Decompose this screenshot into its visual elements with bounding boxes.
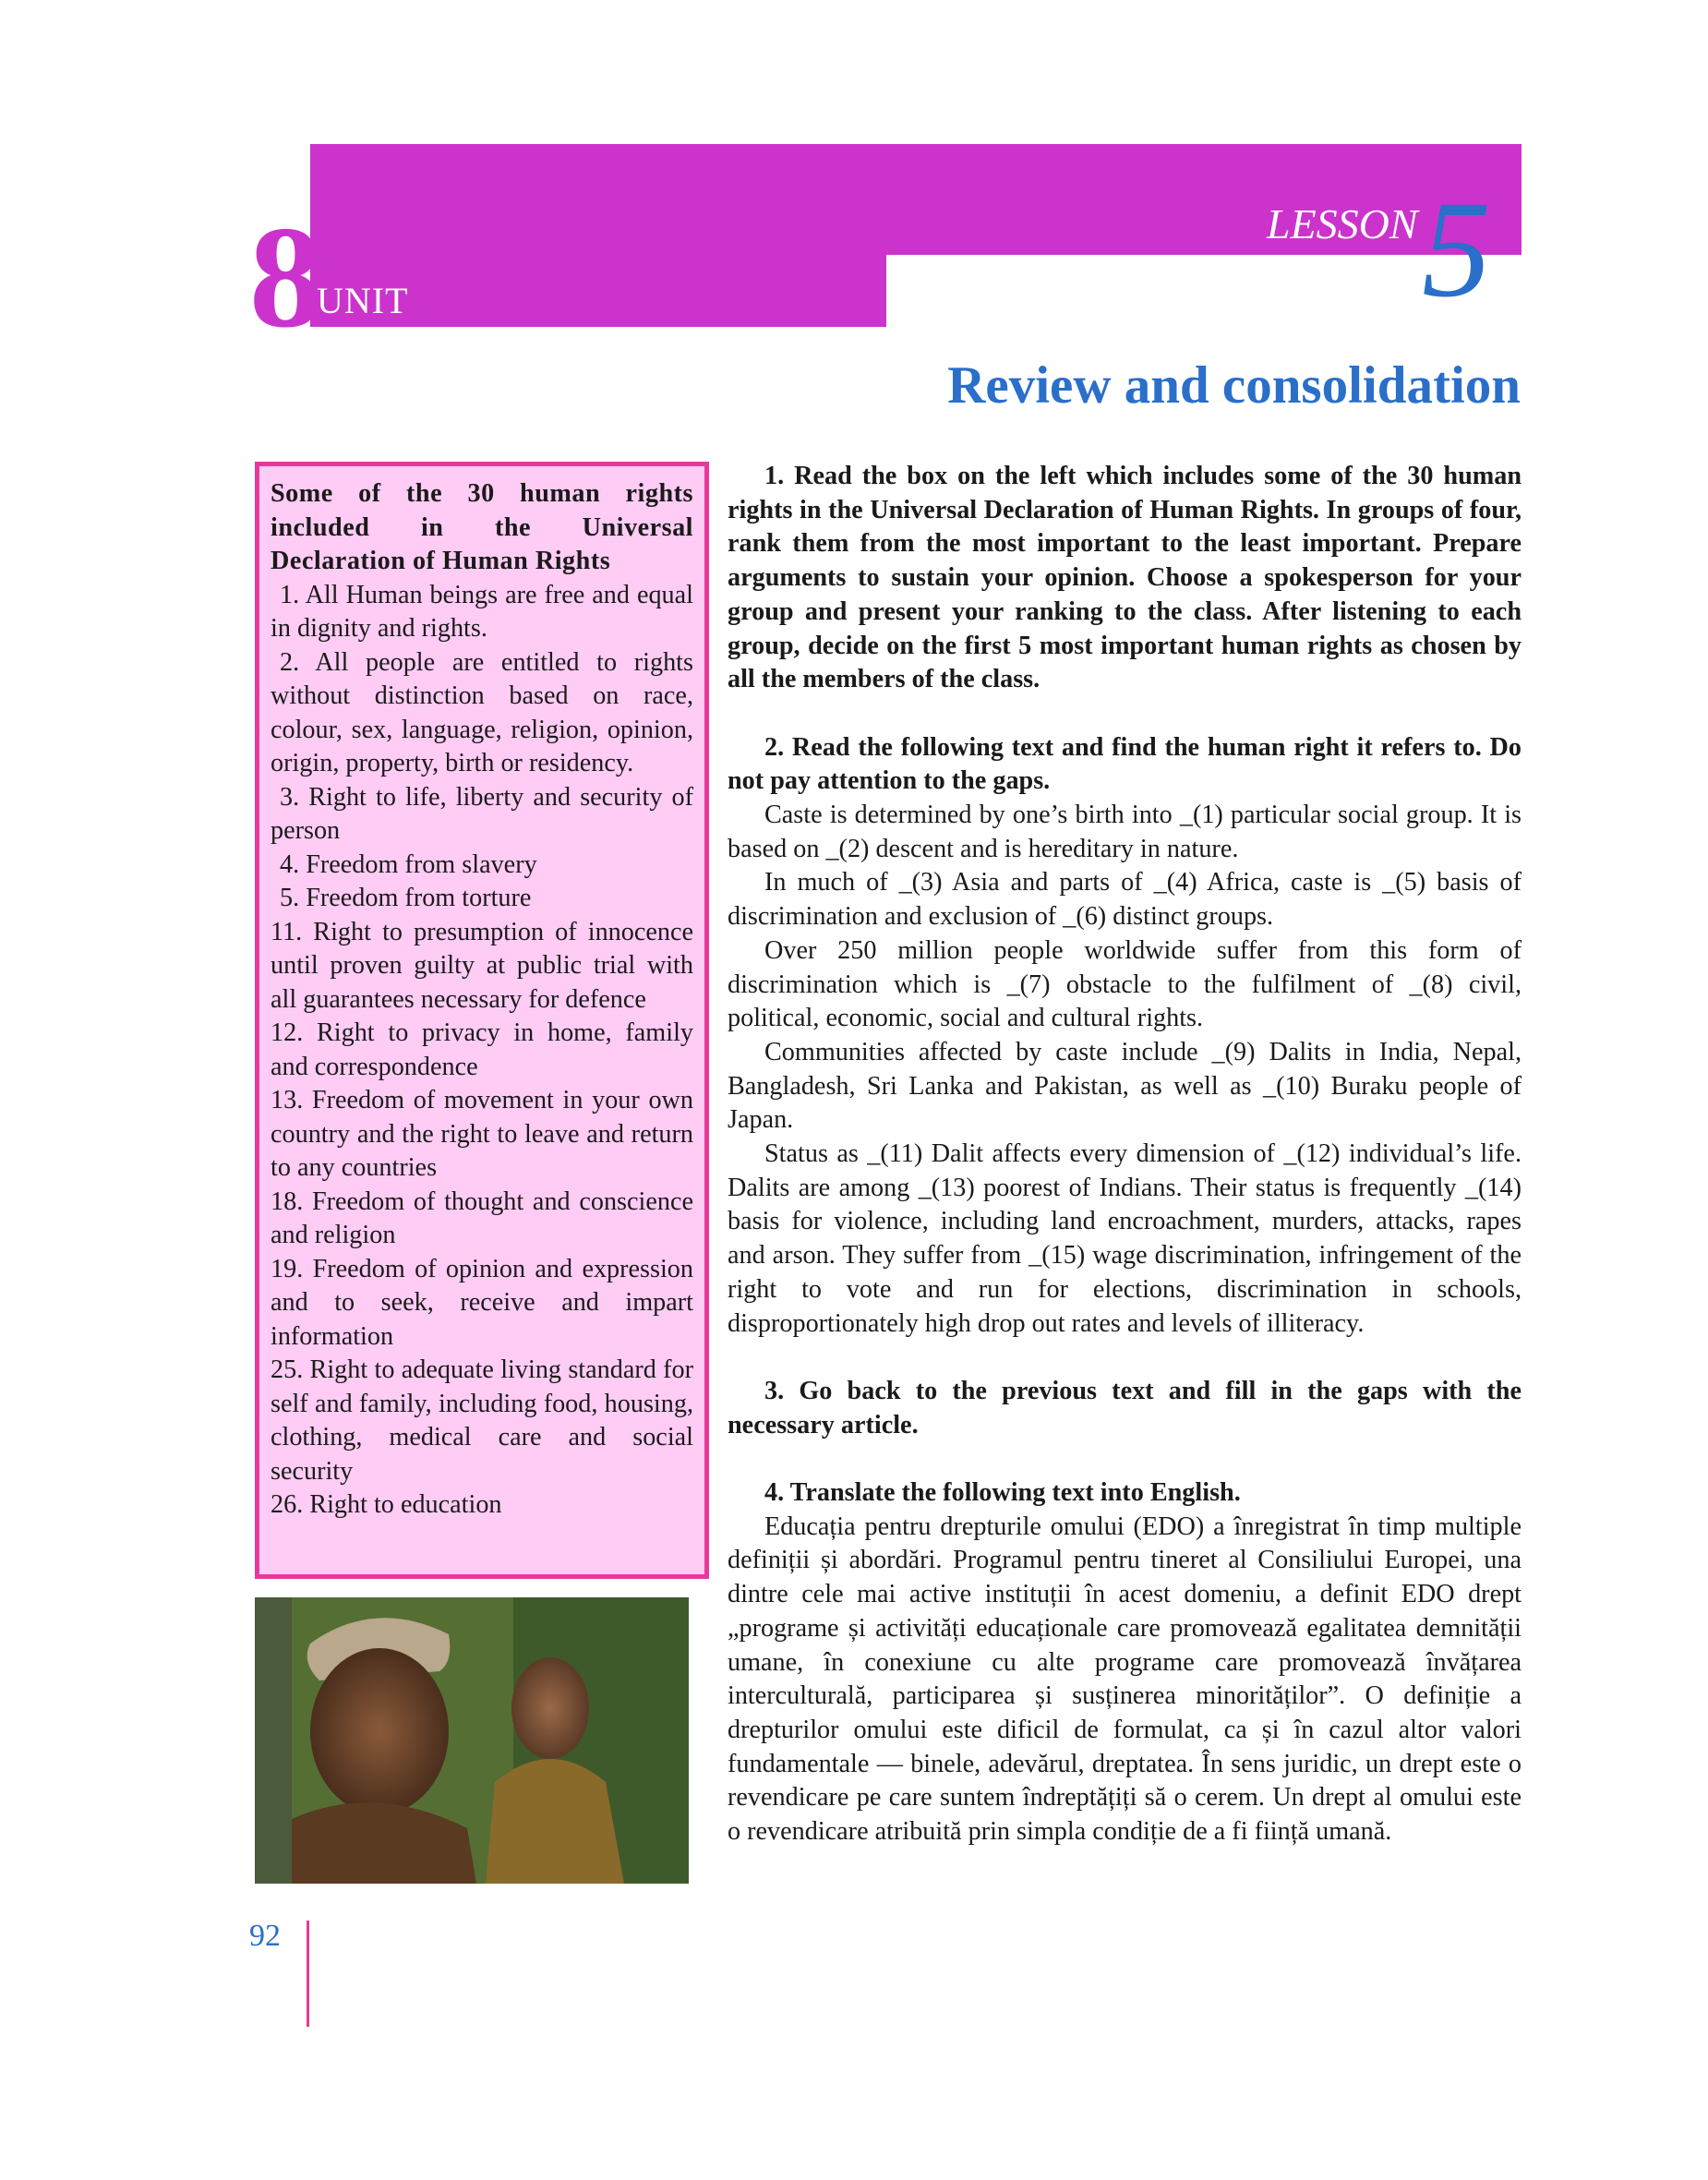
right-item: 13. Freedom of movement in your own country and the right to leave and return to any countries (271, 1086, 693, 1182)
unit-number: 8 (249, 197, 319, 358)
right-item: 11. Right to presumption of innocence until proven guilty at public trial with all guarantees necessary for defence (271, 917, 693, 1014)
exercise-4-text: Educația pentru drepturile omului (EDO) a înregistrat în timp multiple definiții și abordări. Programul pentru tineret al Consiliului Europei, una dintre cele mai active instituții în acest domeniu, a definit EDO drept „programe și activități educaționale care promovează egalitatea demnității umane, în conexiune cu alte programe care promovează învățarea interculturală, participarea și susținerea minorităților”. O definiție a drepturilor omului este dificil de formulat, ca și în cazul altor valori fundamentale — binele, adevărul, dreptatea. În sens juridic, un drept este o revendicare pe care suntem îndreptățiți să o cerem. Un drept al omului este o revendicare atribuită prin simpla condiție de a fi ființă umană. (728, 1512, 1522, 1847)
right-item: 25. Right to adequate living standard for self and family, including food, housing, clothing, medical care and social security (271, 1355, 693, 1486)
exercise-2-paragraph: Over 250 million people worldwide suffer from this form of discrimination which is _(7) obstacle to the fulfilment of _(8) civil, political, economic, social and cultural rights. (728, 935, 1522, 1033)
spacer (728, 697, 1522, 731)
right-item: 26. Right to education (271, 1490, 502, 1519)
exercise-2-paragraph: Caste is determined by one’s birth into _(1) particular social group. It is based on _(2) descent and is hereditary in nature. (728, 801, 1522, 863)
exercise-2-instructions: 2. Read the following text and find the human right it refers to. Do not pay attention to the gaps. (728, 732, 1522, 796)
exercise-2-paragraph: Communities affected by caste include _(9) Dalits in India, Nepal, Bangladesh, Sri Lanka and Pakistan, as well as _(10) Buraku people of Japan. (728, 1037, 1522, 1135)
lesson-number: 5 (1422, 173, 1491, 326)
spacer (728, 1442, 1522, 1476)
right-item: 4. Freedom from slavery (280, 849, 537, 879)
exercise-2-paragraph: Status as _(11) Dalit affects every dimension of _(12) individual’s life. Dalits are among _(13) poorest of Indians. Their status is frequently _(14) basis for violence, including land encroachment, murders, attacks, rapes and arson. They suffer from _(15) wage discrimination, infringement of the right to vote and run for elections, discrimination in schools, disproportionately high drop out rates and levels of illiteracy. (728, 1139, 1522, 1338)
human-rights-box (255, 462, 709, 1579)
exercise-1-instructions: 1. Read the box on the left which includes some of the 30 human rights in the Universal Declaration of Human Rights. In groups of four, rank them from the most important to the least important. Prepare arguments to sustain your opinion. Choose a spokesperson for your group and present your ranking to the class. After listening to each group, decide on the first 5 most important human rights as chosen by all the members of the class. (728, 462, 1522, 694)
right-item: 1. All Human beings are free and equal in dignity and rights. (271, 580, 693, 643)
page-number: 92 (249, 1919, 281, 1953)
photo-illustration (255, 1597, 689, 1884)
right-item: 3. Right to life, liberty and security of person (271, 782, 693, 845)
rights-box-title: Some of the 30 human rights included in the Universal Declaration of Human Rights (271, 479, 693, 575)
exercises-column (728, 460, 1522, 1849)
exercise-2-paragraph: In much of _(3) Asia and parts of _(4) Africa, caste is _(5) basis of discrimination and exclusion of _(6) distinct groups. (728, 868, 1522, 932)
exercise-4-instructions: 4. Translate the following text into English. (764, 1478, 1241, 1508)
right-item: 5. Freedom from torture (280, 884, 532, 912)
right-item: 2. All people are entitled to rights without distinction based on race, colour, sex, language, religion, opinion, origin, property, birth or residency. (271, 647, 693, 777)
unit-label: UNIT (317, 280, 409, 321)
right-item: 12. Right to privacy in home, family and correspondence (271, 1018, 693, 1081)
page-number-rule (307, 1921, 309, 2027)
spacer (728, 1341, 1522, 1375)
lesson-label: LESSON (1267, 200, 1418, 247)
page-title: Review and consolidation (947, 356, 1521, 415)
exercise-3-instructions: 3. Go back to the previous text and fill in the gaps with the necessary article. (728, 1376, 1522, 1439)
right-item: 18. Freedom of thought and conscience and religion (271, 1186, 693, 1249)
photo-two-women (255, 1597, 689, 1884)
right-item: 19. Freedom of opinion and expression and to seek, receive and impart information (271, 1254, 693, 1351)
